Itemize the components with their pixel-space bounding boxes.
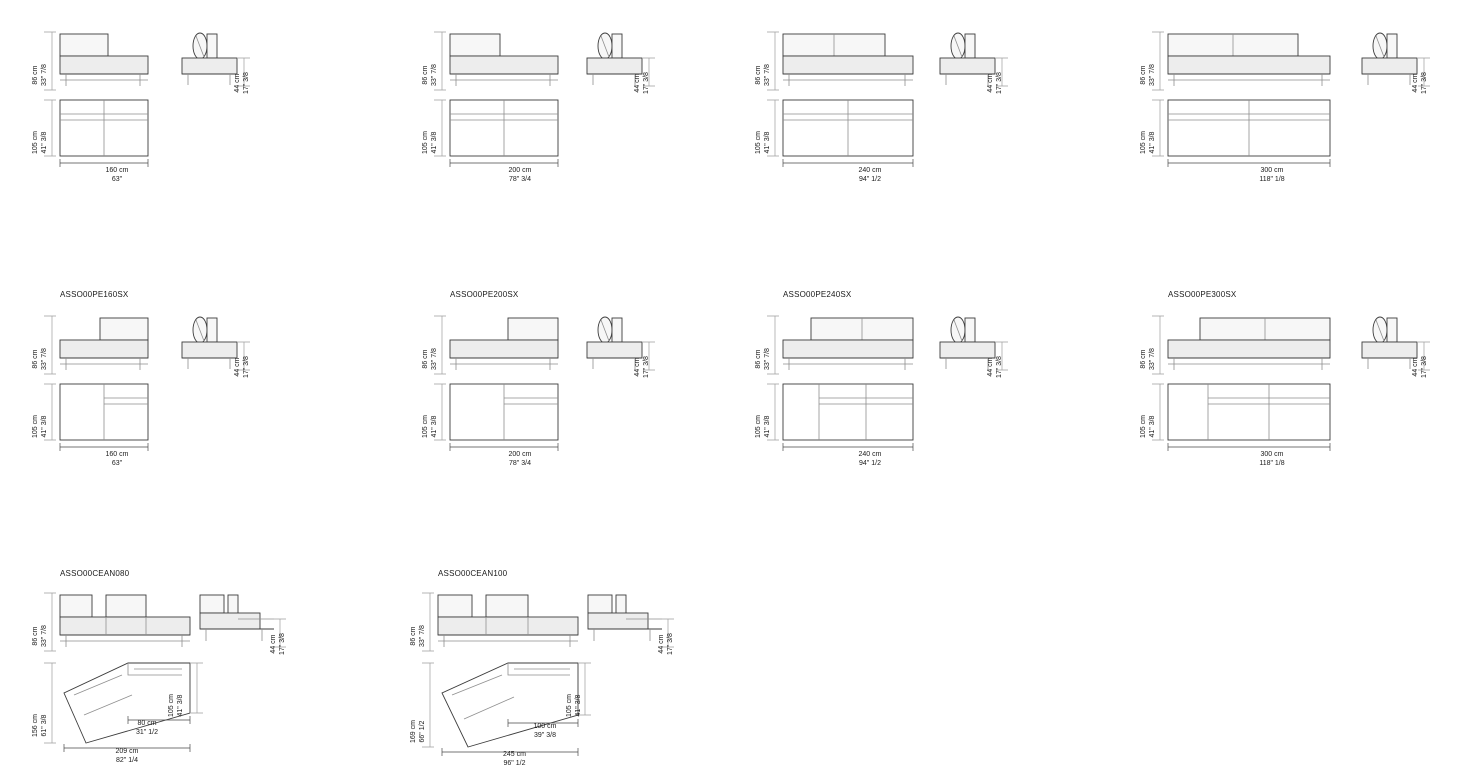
dim-width-r1c4: 300 cm 118" 1/8 — [1259, 167, 1285, 183]
dim-inner-r3c2: 100 cm 39" 3/8 — [533, 723, 557, 739]
module-code-r3c2: ASSO00CEAN100 — [438, 569, 508, 578]
dim-depth-r1c3: 105 cm 41" 3/8 — [755, 131, 771, 154]
dim-height-r1c3: 86 cm 33" 7/8 — [755, 64, 771, 86]
module-r1c3 — [745, 14, 1025, 184]
dim-depth-r1c4: 105 cm 41" 3/8 — [1140, 131, 1156, 154]
dim-height-r3c1: 86 cm 33" 7/8 — [32, 625, 48, 647]
drawing-r1c3 — [745, 14, 1025, 164]
dim-inner-r3c1: 80 cm 31" 1/2 — [136, 720, 158, 736]
drawing-r1c4 — [1130, 14, 1450, 164]
dim-height-r2c3: 86 cm 33" 7/8 — [755, 348, 771, 370]
dim-seat-r1c3: 44 cm 17" 3/8 — [987, 72, 1003, 94]
drawing-r1c2 — [412, 14, 672, 164]
dim-seat-r1c2: 44 cm 17" 3/8 — [634, 72, 650, 94]
dim-width-r2c3: 240 cm 94" 1/2 — [858, 451, 882, 467]
module-code-r2c3: ASSO00PE240SX — [783, 290, 852, 299]
module-r3c2 — [400, 565, 690, 765]
module-r2c1 — [22, 290, 272, 470]
dim-width-r1c2: 200 cm 78" 3/4 — [508, 167, 532, 183]
dim-depth-r3c1: 156 cm 61" 3/8 — [32, 714, 48, 737]
dim-depth-r3c2: 169 cm 66" 1/2 — [410, 720, 426, 743]
dim-height-r1c1: 86 cm 33" 7/8 — [32, 64, 48, 86]
dim-width-r1c1: 160 cm 63" — [105, 167, 129, 183]
dim-width-r2c2: 200 cm 78" 3/4 — [508, 451, 532, 467]
drawing-r2c4 — [1130, 290, 1450, 448]
dim-height-r2c4: 86 cm 33" 7/8 — [1140, 348, 1156, 370]
module-r1c2 — [412, 14, 672, 184]
dim-depth-r1c2: 105 cm 41" 3/8 — [422, 131, 438, 154]
dim-depth2-r3c1: 105 cm 41" 3/8 — [168, 694, 184, 717]
dim-seat-r3c1: 44 cm 17" 3/8 — [270, 633, 286, 655]
dim-height-r3c2: 86 cm 33" 7/8 — [410, 625, 426, 647]
drawing-r2c2 — [412, 290, 672, 448]
module-r1c4 — [1130, 14, 1450, 184]
dim-width-r3c1: 209 cm 82" 1/4 — [115, 748, 139, 764]
dim-seat-r2c1: 44 cm 17" 3/8 — [234, 356, 250, 378]
dim-depth-r1c1: 105 cm 41" 3/8 — [32, 131, 48, 154]
dim-seat-r2c3: 44 cm 17" 3/8 — [987, 356, 1003, 378]
dim-depth2-r3c2: 105 cm 41" 3/8 — [566, 694, 582, 717]
module-r3c1 — [22, 565, 302, 765]
dim-depth-r2c3: 105 cm 41" 3/8 — [755, 415, 771, 438]
dim-width-r3c2: 245 cm 96" 1/2 — [503, 751, 526, 767]
module-r2c3 — [745, 290, 1025, 470]
module-code-r3c1: ASSO00CEAN080 — [60, 569, 130, 578]
dim-seat-r2c4: 44 cm 17" 3/8 — [1412, 356, 1428, 378]
dim-depth-r2c2: 105 cm 41" 3/8 — [422, 415, 438, 438]
module-code-r2c1: ASSO00PE160SX — [60, 290, 129, 299]
dim-height-r2c2: 86 cm 33" 7/8 — [422, 348, 438, 370]
dim-seat-r3c2: 44 cm 17" 3/8 — [658, 633, 674, 655]
dim-seat-r1c1: 44 cm 17" 3/8 — [234, 72, 250, 94]
dim-height-r1c2: 86 cm 33" 7/8 — [422, 64, 438, 86]
module-r1c1 — [22, 14, 272, 184]
dim-depth-r2c1: 105 cm 41" 3/8 — [32, 415, 48, 438]
module-code-r2c2: ASSO00PE200SX — [450, 290, 519, 299]
dim-height-r2c1: 86 cm 33" 7/8 — [32, 348, 48, 370]
dim-width-r1c3: 240 cm 94" 1/2 — [858, 167, 882, 183]
module-r2c4 — [1130, 290, 1450, 470]
module-r2c2 — [412, 290, 672, 470]
dim-seat-r1c4: 44 cm 17" 3/8 — [1412, 72, 1428, 94]
dim-height-r1c4: 86 cm 33" 7/8 — [1140, 64, 1156, 86]
module-code-r2c4: ASSO00PE300SX — [1168, 290, 1237, 299]
dim-depth-r2c4: 105 cm 41" 3/8 — [1140, 415, 1156, 438]
dim-seat-r2c2: 44 cm 17" 3/8 — [634, 356, 650, 378]
dim-width-r2c1: 160 cm 63" — [105, 451, 129, 467]
drawing-r2c3 — [745, 290, 1025, 448]
dim-width-r2c4: 300 cm 118" 1/8 — [1259, 451, 1285, 467]
